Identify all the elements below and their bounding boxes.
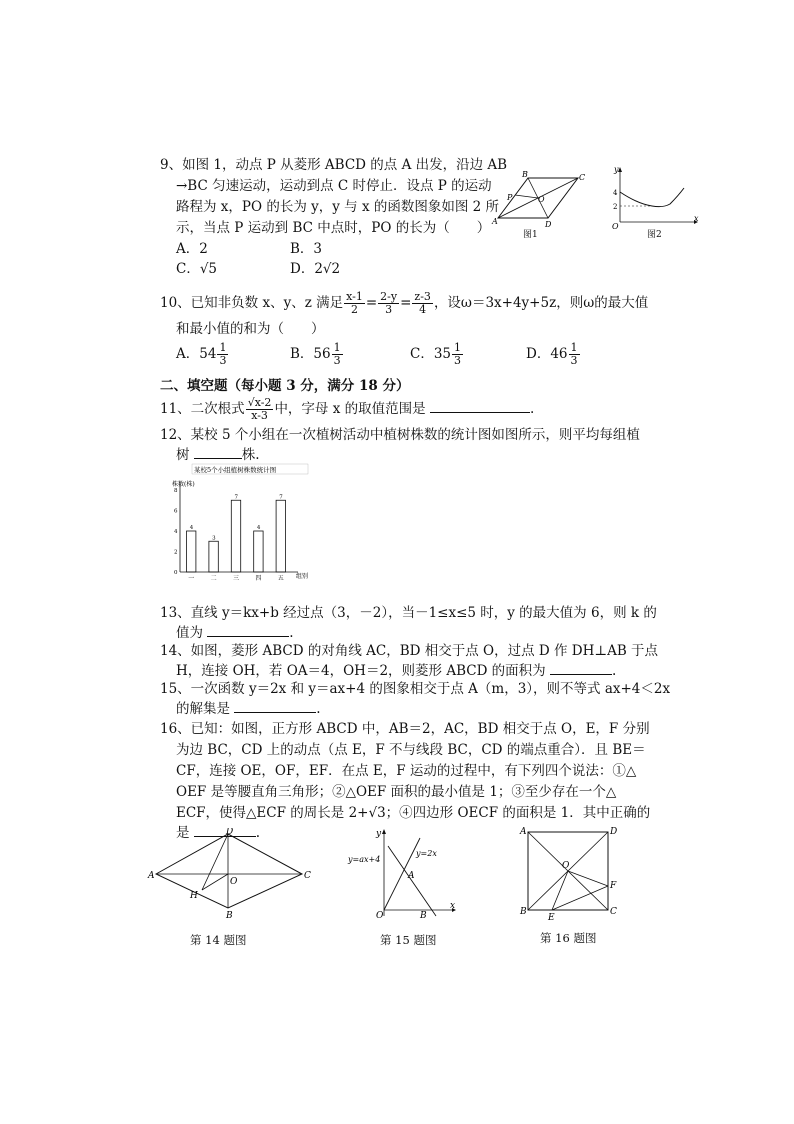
chart-bar-value: 4 [256, 525, 261, 531]
f16-label-b: B [520, 907, 527, 917]
chart-category-label: 五 [277, 575, 284, 582]
q10-option-c [410, 340, 464, 368]
f14-label-d: D [226, 828, 234, 837]
q10-option-d-frac [569, 342, 580, 367]
f15-label-a: A [408, 871, 415, 881]
q10-option-a-den: 3 [219, 354, 227, 367]
fig2-tick-2: 2 [613, 203, 618, 211]
chart-bar [186, 531, 195, 572]
q10-frac-1-den: 2 [350, 303, 358, 316]
q10-option-a [176, 340, 229, 368]
q10-option-b-num: 1 [333, 341, 341, 354]
f16-label-a: A [520, 827, 527, 837]
q9-option-a: A．2 [176, 241, 208, 257]
q10-frac-3-den: 4 [419, 303, 427, 316]
q10-prefix: 10、已知非负数 x、y、z 满足 [160, 295, 344, 311]
chart-bar-value: 7 [279, 494, 283, 501]
q16-line-3: CF，连接 OE，OF，EF．在点 E，F 运动的过程中，有下列四个说法：①△ [176, 763, 637, 779]
q10-frac-2-num: 2-y [380, 290, 398, 303]
q16-last-text: 是 [176, 825, 190, 841]
q12-line-1: 12、某校 5 个小组在一次植树活动中植树株数的统计图如图所示，则平均每组植 [160, 427, 640, 443]
q11-frac-num: √x-2 [247, 396, 272, 409]
q11-suffix: 中，字母 x 的取值范围是 [274, 401, 426, 417]
q16-line-4: OEF 是等腰直角三角形；②△OEF 面积的最小值是 1；③至少存在一个△ [176, 784, 617, 800]
f16-label-f: F [610, 881, 617, 891]
q10-frac-2 [378, 291, 399, 316]
q14-line-2-text: H，连接 OH，若 OA＝4，OH＝2，则菱形 ABCD 的面积为 [176, 663, 546, 679]
q12-line-2-b: 株. [241, 447, 260, 463]
q9-line-3: 路程为 x，PO 的长为 y，y 与 x 的函数图象如图 2 所 [176, 199, 500, 215]
chart-ytick-label: 6 [174, 508, 178, 515]
q10-option-c-frac [452, 342, 463, 367]
f15-label-x: x [450, 901, 456, 911]
q15-line-2-text: 的解集是 [176, 701, 230, 717]
q11-line [160, 394, 534, 424]
f14-label-c: C [304, 871, 311, 881]
q9-option-d: D．2√2 [290, 261, 341, 277]
chart-bar-value: 7 [234, 494, 238, 501]
q10-option-d-label: D． [526, 346, 551, 362]
q13-line-1: 13、直线 y＝kx+b 经过点（3，－2），当－1≤x≤5 时，y 的最大值为 6，则 k 的 [160, 605, 657, 621]
chart-ytick-label: 4 [174, 529, 178, 535]
q15-figure-caption: 第 15 题图 [380, 933, 437, 947]
q16-line-1: 16、已知：如图，正方形 ABCD 中，AB＝2，AC，BD 相交于点 O，E，F 分别 [160, 721, 650, 737]
fig2-tick-4: 4 [613, 189, 618, 197]
chart-ytick-label: 0 [174, 570, 178, 576]
chart-bar-value: 3 [212, 535, 216, 542]
f14-label-o: O [230, 877, 238, 887]
f16-label-d: D [610, 827, 618, 837]
fig1-label-d: D [545, 220, 552, 229]
chart-category-label: 二 [210, 575, 217, 582]
f15-label-y: y [376, 829, 382, 839]
fig1-label-b: B [522, 170, 528, 179]
q10-option-c-whole: 35 [433, 346, 452, 362]
q9-figure-2-caption: 图2 [647, 230, 662, 240]
q10-option-d [526, 340, 581, 368]
q9-figure-2 [608, 164, 700, 234]
f15-label-b: B [420, 911, 427, 920]
q10-option-a-num: 1 [219, 341, 227, 354]
q14-end: . [611, 663, 617, 679]
chart-category-label: 一 [188, 575, 195, 582]
section-2-heading: 二、填空题（每小题 3 分，满分 18 分） [160, 378, 410, 394]
q13-line-2-text: 值为 [176, 625, 203, 641]
q15-answer-blank[interactable] [234, 712, 316, 713]
q16-line-2: 为边 BC，CD 上的动点（点 E，F 不与线段 BC，CD 的端点重合）．且 BE＝ [176, 742, 646, 758]
f14-label-h: H [190, 891, 198, 901]
q10-option-b-frac [332, 342, 343, 367]
q10-line-2: 和最小值的和为（ ） [176, 321, 325, 337]
q10-frac-3-num: z-3 [414, 290, 431, 303]
q10-option-b-den: 3 [333, 354, 341, 367]
fig2-label-x: x [694, 214, 699, 223]
q11-end: . [529, 401, 535, 417]
chart-xlabel: 组别 [296, 573, 309, 580]
q15-figure [340, 826, 460, 924]
q10-frac-1 [344, 291, 365, 316]
f16-label-c: C [610, 907, 617, 917]
q14-figure-caption: 第 14 题图 [190, 933, 247, 947]
q10-option-b-whole: 56 [313, 346, 331, 362]
q10-option-d-den: 3 [570, 354, 578, 367]
q10-option-d-whole: 46 [550, 346, 568, 362]
q14-answer-blank[interactable] [550, 674, 612, 675]
q9-line-1: 9、如图 1，动点 P 从菱形 ABCD 的点 A 出发，沿边 AB [160, 157, 508, 173]
q16-figure [516, 824, 620, 924]
fig1-label-a: A [492, 217, 498, 226]
f16-label-e: E [548, 913, 555, 920]
q11-frac-den: x-3 [251, 409, 268, 422]
fig1-label-p: P [507, 193, 513, 202]
q10-suffix: ，设ω＝3x+4y+5z，则ω的最大值 [433, 295, 649, 311]
f15-label-line1: y=ax+4 [348, 855, 381, 864]
f15-label-o: O [376, 911, 384, 920]
q10-option-c-label: C． [410, 346, 434, 362]
q15-end: . [316, 701, 321, 717]
chart-bar-value: 4 [189, 525, 194, 531]
q13-line-2 [176, 624, 294, 642]
q10-option-a-label: A． [176, 346, 200, 362]
chart-bar [231, 500, 240, 572]
q10-option-c-den: 3 [454, 354, 462, 367]
q10-option-c-num: 1 [454, 341, 462, 354]
q9-figure-1-caption: 图1 [523, 230, 538, 240]
q12-answer-blank[interactable] [194, 458, 242, 459]
fig1-label-c: C [579, 173, 586, 182]
f14-label-a: A [148, 871, 155, 881]
fig1-label-o: O [538, 195, 545, 204]
q10-option-b-label: B． [290, 346, 314, 362]
q16-end: . [255, 825, 261, 841]
fig2-label-y: y [614, 165, 619, 174]
chart-ytick-label: 2 [174, 549, 178, 556]
q11-answer-blank[interactable] [430, 412, 530, 413]
q15-line-2 [176, 700, 321, 718]
chart-title: 某校5个小组植树株数统计图 [194, 466, 277, 474]
chart-ytick-label: 8 [174, 488, 178, 494]
q16-line-5: ECF，使得△ECF 的周长是 2+√3；④四边形 OECF 的面积是 1．其中正确的 [176, 805, 651, 821]
q10-option-a-frac [217, 342, 228, 367]
q10-line-1: 10、已知非负数 x、y、z 满足 $\frac{x-1}{2}$ = $\frac{2-y}{3}$ = $\frac{z-3}{4}$ ，设ω＝3x+4y+5z，则ω的最大值 [160, 290, 649, 316]
q10-option-b [290, 340, 344, 368]
q16-figure-caption: 第 16 题图 [540, 931, 597, 945]
q13-answer-blank[interactable] [207, 636, 289, 637]
q9-figure-1 [490, 168, 590, 240]
q14-line-2 [176, 662, 616, 680]
chart-category-label: 四 [255, 575, 262, 582]
f14-label-b: B [226, 911, 233, 921]
q9-option-c: C．√5 [176, 261, 218, 277]
q9-line-2: →BC 匀速运动，运动到点 C 时停止．设点 P 的运动 [176, 178, 492, 194]
chart-category-label: 三 [233, 575, 240, 582]
q14-line-1: 14、如图，菱形 ABCD 的对角线 AC，BD 相交于点 O，过点 D 作 DH⊥AB 于点 [160, 643, 659, 659]
q9-line-4: 示，当点 P 运动到 BC 中点时，PO 的长为（ ） [176, 220, 491, 236]
q12-bar-chart [162, 462, 322, 592]
q11-radical-frac [246, 397, 274, 422]
fig2-label-o: O [612, 222, 619, 230]
q13-end: . [289, 625, 294, 641]
q12-line-2-a: 树 [176, 447, 190, 463]
q14-figure [146, 828, 316, 926]
q10-frac-3 [412, 291, 433, 316]
q9-option-b: B．3 [290, 241, 323, 257]
q11-prefix: 11、二次根式 [160, 401, 245, 417]
q10-frac-1-num: x-1 [346, 290, 363, 303]
f15-label-line2: y=2x [416, 849, 437, 858]
q15-line-1: 15、一次函数 y＝2x 和 y＝ax+4 的图象相交于点 A（m，3），则不等式 ax+4＜2x [160, 681, 671, 697]
chart-bar [254, 531, 263, 572]
chart-bar [209, 541, 218, 572]
f16-label-o: O [562, 861, 570, 871]
q10-frac-2-den: 3 [385, 303, 393, 316]
chart-ylabel: 株数(株) [172, 481, 195, 488]
q10-option-d-num: 1 [570, 341, 578, 354]
q10-option-a-whole: 54 [199, 346, 217, 362]
chart-bar [276, 500, 285, 572]
